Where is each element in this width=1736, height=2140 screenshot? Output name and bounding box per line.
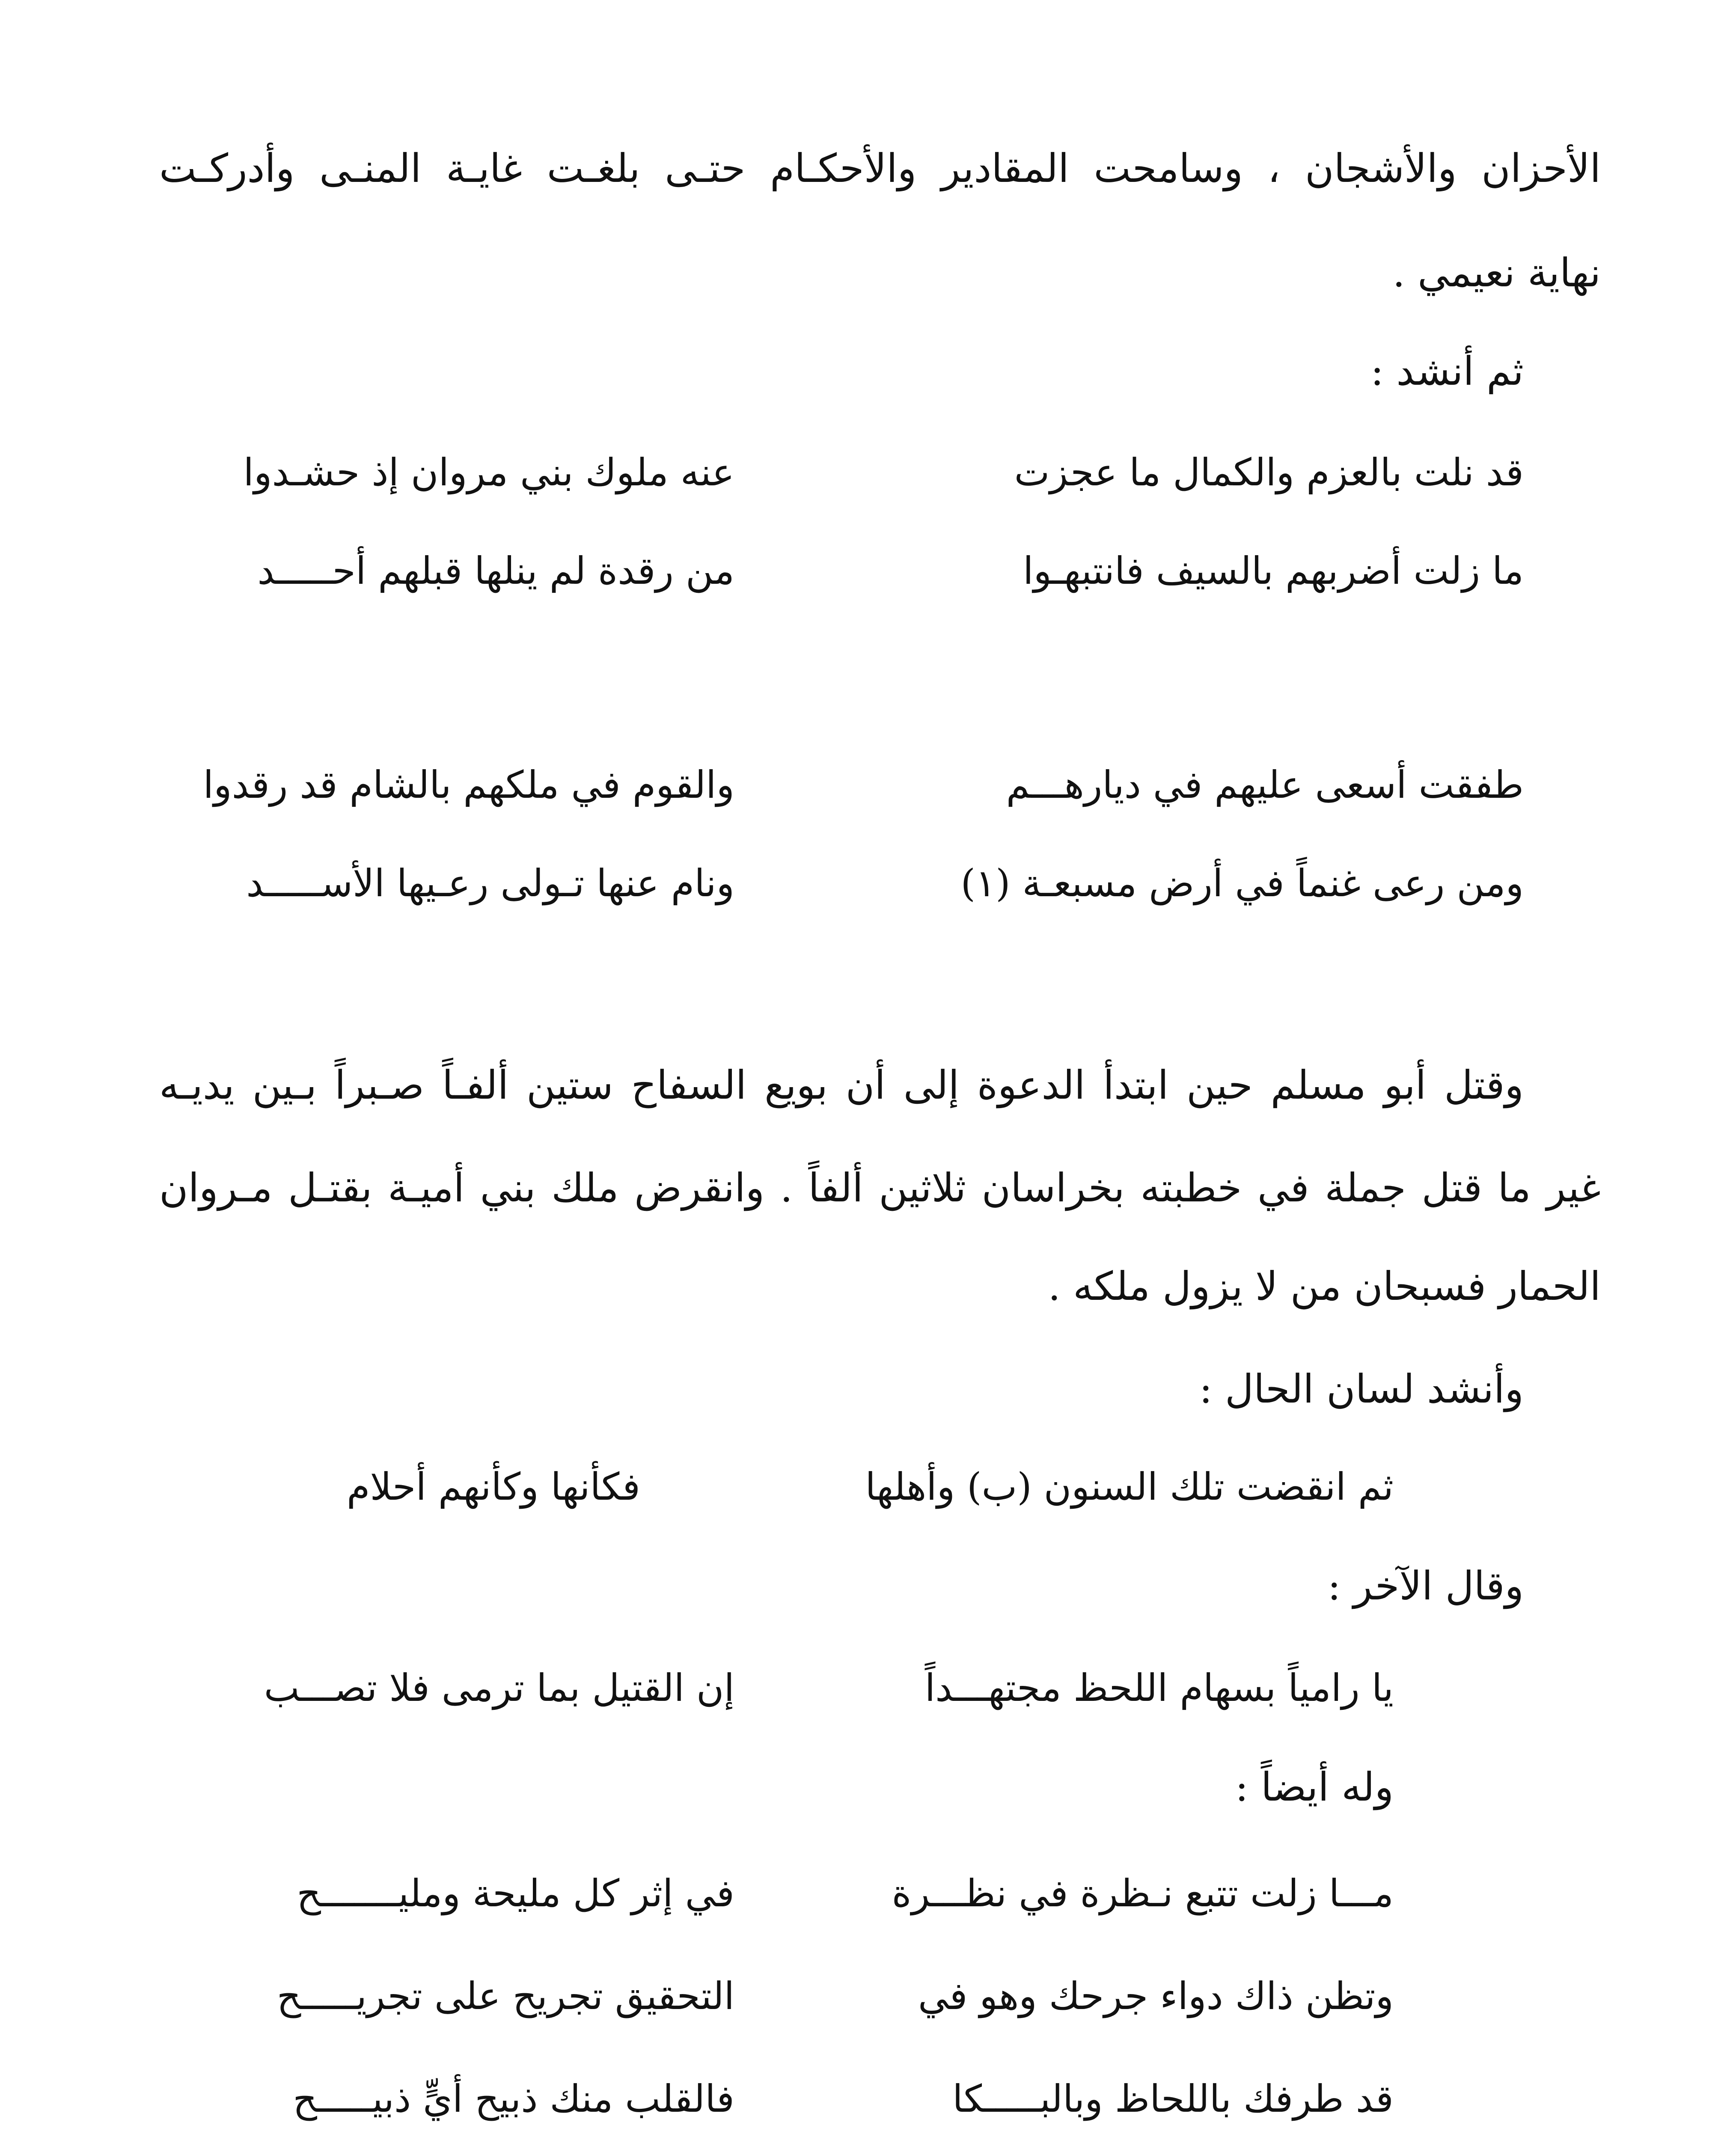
verse-hemistich-left: والقوم في ملكهم بالشام قد رقدوا <box>203 763 734 807</box>
verse-intro: وقال الآخر : <box>1327 1563 1524 1609</box>
paragraph-line: الأحزان والأشجان ، وسامحت المقادير والأحكـام حتـى بلغـت غايـة المنـى وأدركـت <box>159 146 1601 191</box>
verse-hemistich-right: ثم انقضت تلك السنون (ب) وأهلها <box>865 1465 1394 1509</box>
verse-hemistich-right: طفقت أسعى عليهم في ديارهـــم <box>1006 763 1524 807</box>
paragraph-line: غير ما قتل جملة في خطبته بخراسان ثلاثين ألفاً . وانقرض ملك بني أميـة بقتـل مـروان <box>159 1165 1601 1211</box>
verse-hemistich-right: ما زلت أضربهم بالسيف فانتبهـوا <box>1023 549 1524 593</box>
verse-hemistich-right: مـــا زلت تتبع نـظرة في نظـــرة <box>892 1871 1394 1915</box>
verse-hemistich-right: ومن رعى غنماً في أرض مسبعـة (١) <box>960 861 1524 905</box>
verse-hemistich-left: التحقيق تجريح على تجريـــــح <box>276 1974 734 2018</box>
paragraph-line: نهاية نعيمي . <box>1392 250 1601 296</box>
verse-hemistich-right: وتظن ذاك دواء جرحك وهو في <box>918 1974 1394 2018</box>
verse-hemistich-left: إن القتيل بما ترمى فلا تصـــب <box>264 1666 734 1710</box>
verse-hemistich-right: قد نلت بالعزم والكمال ما عجزت <box>1014 450 1524 494</box>
verse-hemistich-left: فكأنها وكأنهم أحلام <box>347 1465 640 1509</box>
verse-hemistich-right: قد طرفك باللحاظ وبالبـــــكا <box>952 2077 1394 2121</box>
verse-hemistich-left: في إثر كل مليحة ومليـــــــح <box>297 1871 734 1915</box>
verse-intro: وله أيضاً : <box>1235 1764 1394 1810</box>
verse-hemistich-right: يا رامياً بسهام اللحظ مجتهـــداً <box>924 1666 1394 1710</box>
verse-hemistich-left: عنه ملوك بني مروان إذ حشـدوا <box>243 450 734 494</box>
verse-hemistich-left: ونام عنها تـولى رعـيها الأســـــد <box>246 861 734 905</box>
verse-intro: وأنشد لسان الحال : <box>1199 1366 1524 1412</box>
paragraph-line: وقتل أبو مسلم حين ابتدأ الدعوة إلى أن بويع السفاح ستين ألفـاً صـبراً بـين يديـه <box>159 1062 1524 1108</box>
paragraph-line: الحمار فسبحان من لا يزول ملكه . <box>1048 1263 1601 1309</box>
verse-hemistich-left: فالقلب منك ذبيح أيٍّ ذبيـــــح <box>293 2077 734 2121</box>
verse-intro: ثم أنشد : <box>1370 348 1524 394</box>
verse-hemistich-left: من رقدة لم ينلها قبلهم أحـــــد <box>257 549 734 593</box>
